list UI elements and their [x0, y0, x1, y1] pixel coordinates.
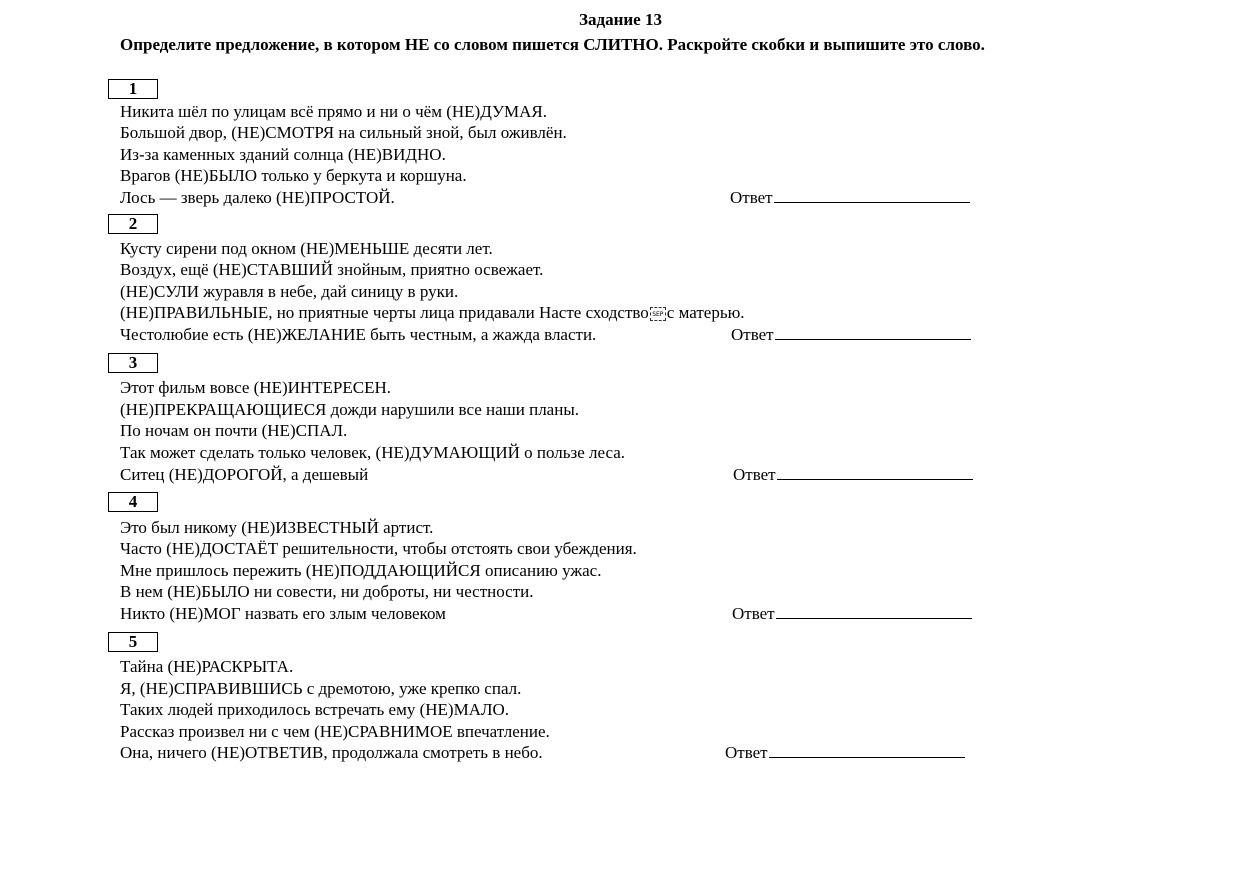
task-instruction: Определите предложение, в котором НЕ со словом пишется СЛИТНО. Раскройте скобки и выпишите это слово. — [120, 35, 985, 54]
answer-label: Ответ — [730, 188, 773, 207]
task-title: Задание 13 — [579, 10, 662, 29]
sentence: Ситец (НЕ)ДОРОГОЙ, а дешевый — [120, 465, 369, 484]
sentence: Честолюбие есть (НЕ)ЖЕЛАНИЕ быть честным, а жажда власти. — [120, 325, 597, 344]
sentence: (НЕ)СУЛИ журавля в небе, дай синицу в руки. — [120, 282, 459, 301]
sentence: Воздух, ещё (НЕ)СТАВШИЙ знойным, приятно освежает. — [120, 260, 544, 279]
answer-line[interactable] — [769, 743, 965, 758]
sentence: (НЕ)ПРЕКРАЩАЮЩИЕСЯ дожди нарушили все наши планы. — [120, 400, 579, 419]
sentence: Таких людей приходилось встречать ему (НЕ)МАЛО. — [120, 700, 510, 719]
sentence: Я, (НЕ)СПРАВИВШИСЬ с дремотою, уже крепко спал. — [120, 679, 522, 698]
answer-line[interactable] — [775, 325, 971, 340]
sentence: Этот фильм вовсе (НЕ)ИНТЕРЕСЕН. — [120, 378, 392, 397]
answer-field[interactable] — [733, 465, 973, 485]
sentence: Большой двор, (НЕ)СМОТРЯ на сильный зной, был оживлён. — [120, 123, 567, 142]
sentence-with-separator — [120, 303, 745, 323]
sentence: Кусту сирени под окном (НЕ)МЕНЬШЕ десяти лет. — [120, 239, 493, 258]
question-number-box: 2 — [108, 214, 158, 234]
sentence-tail: с матерью. — [666, 303, 745, 322]
sentence: Из-за каменных зданий солнца (НЕ)ВИДНО. — [120, 145, 446, 164]
answer-field[interactable] — [732, 604, 972, 624]
answer-field[interactable] — [731, 325, 971, 345]
sentence: По ночам он почти (НЕ)СПАЛ. — [120, 421, 348, 440]
sentence: Никто (НЕ)МОГ назвать его злым человеком — [120, 604, 446, 623]
sentence: В нем (НЕ)БЫЛО ни совести, ни доброты, ни честности. — [120, 582, 534, 601]
answer-line[interactable] — [776, 604, 972, 619]
sentence-text: (НЕ)ПРАВИЛЬНЫЕ, но приятные черты лица придавали Насте сходство — [120, 303, 649, 322]
question-number-box: 3 — [108, 353, 158, 373]
question-number-box: 4 — [108, 492, 158, 512]
answer-field[interactable] — [725, 743, 965, 763]
answer-label: Ответ — [733, 465, 776, 484]
answer-field[interactable] — [730, 188, 970, 208]
answer-label: Ответ — [731, 325, 774, 344]
sentence: Никита шёл по улицам всё прямо и ни о чём (НЕ)ДУМАЯ. — [120, 102, 548, 121]
sentence: Врагов (НЕ)БЫЛО только у беркута и коршуна. — [120, 166, 467, 185]
sentence: Лось — зверь далеко (НЕ)ПРОСТОЙ. — [120, 188, 395, 207]
question-number-box: 1 — [108, 79, 158, 99]
answer-label: Ответ — [732, 604, 775, 623]
sentence: Это был никому (НЕ)ИЗВЕСТНЫЙ артист. — [120, 518, 434, 537]
answer-line[interactable] — [777, 465, 973, 480]
answer-label: Ответ — [725, 743, 768, 762]
separator-glyph-icon: SEP — [650, 307, 666, 321]
sentence: Она, ничего (НЕ)ОТВЕТИВ, продолжала смотреть в небо. — [120, 743, 543, 762]
sentence: Часто (НЕ)ДОСТАЁТ решительности, чтобы отстоять свои убеждения. — [120, 539, 637, 558]
answer-line[interactable] — [774, 188, 970, 203]
sentence: Тайна (НЕ)РАСКРЫТА. — [120, 657, 294, 676]
sentence: Рассказ произвел ни с чем (НЕ)СРАВНИМОЕ впечатление. — [120, 722, 550, 741]
sentence: Так может сделать только человек, (НЕ)ДУМАЮЩИЙ о пользе леса. — [120, 443, 626, 462]
question-number-box: 5 — [108, 632, 158, 652]
sentence: Мне пришлось пережить (НЕ)ПОДДАЮЩИЙСЯ описанию ужас. — [120, 561, 602, 580]
